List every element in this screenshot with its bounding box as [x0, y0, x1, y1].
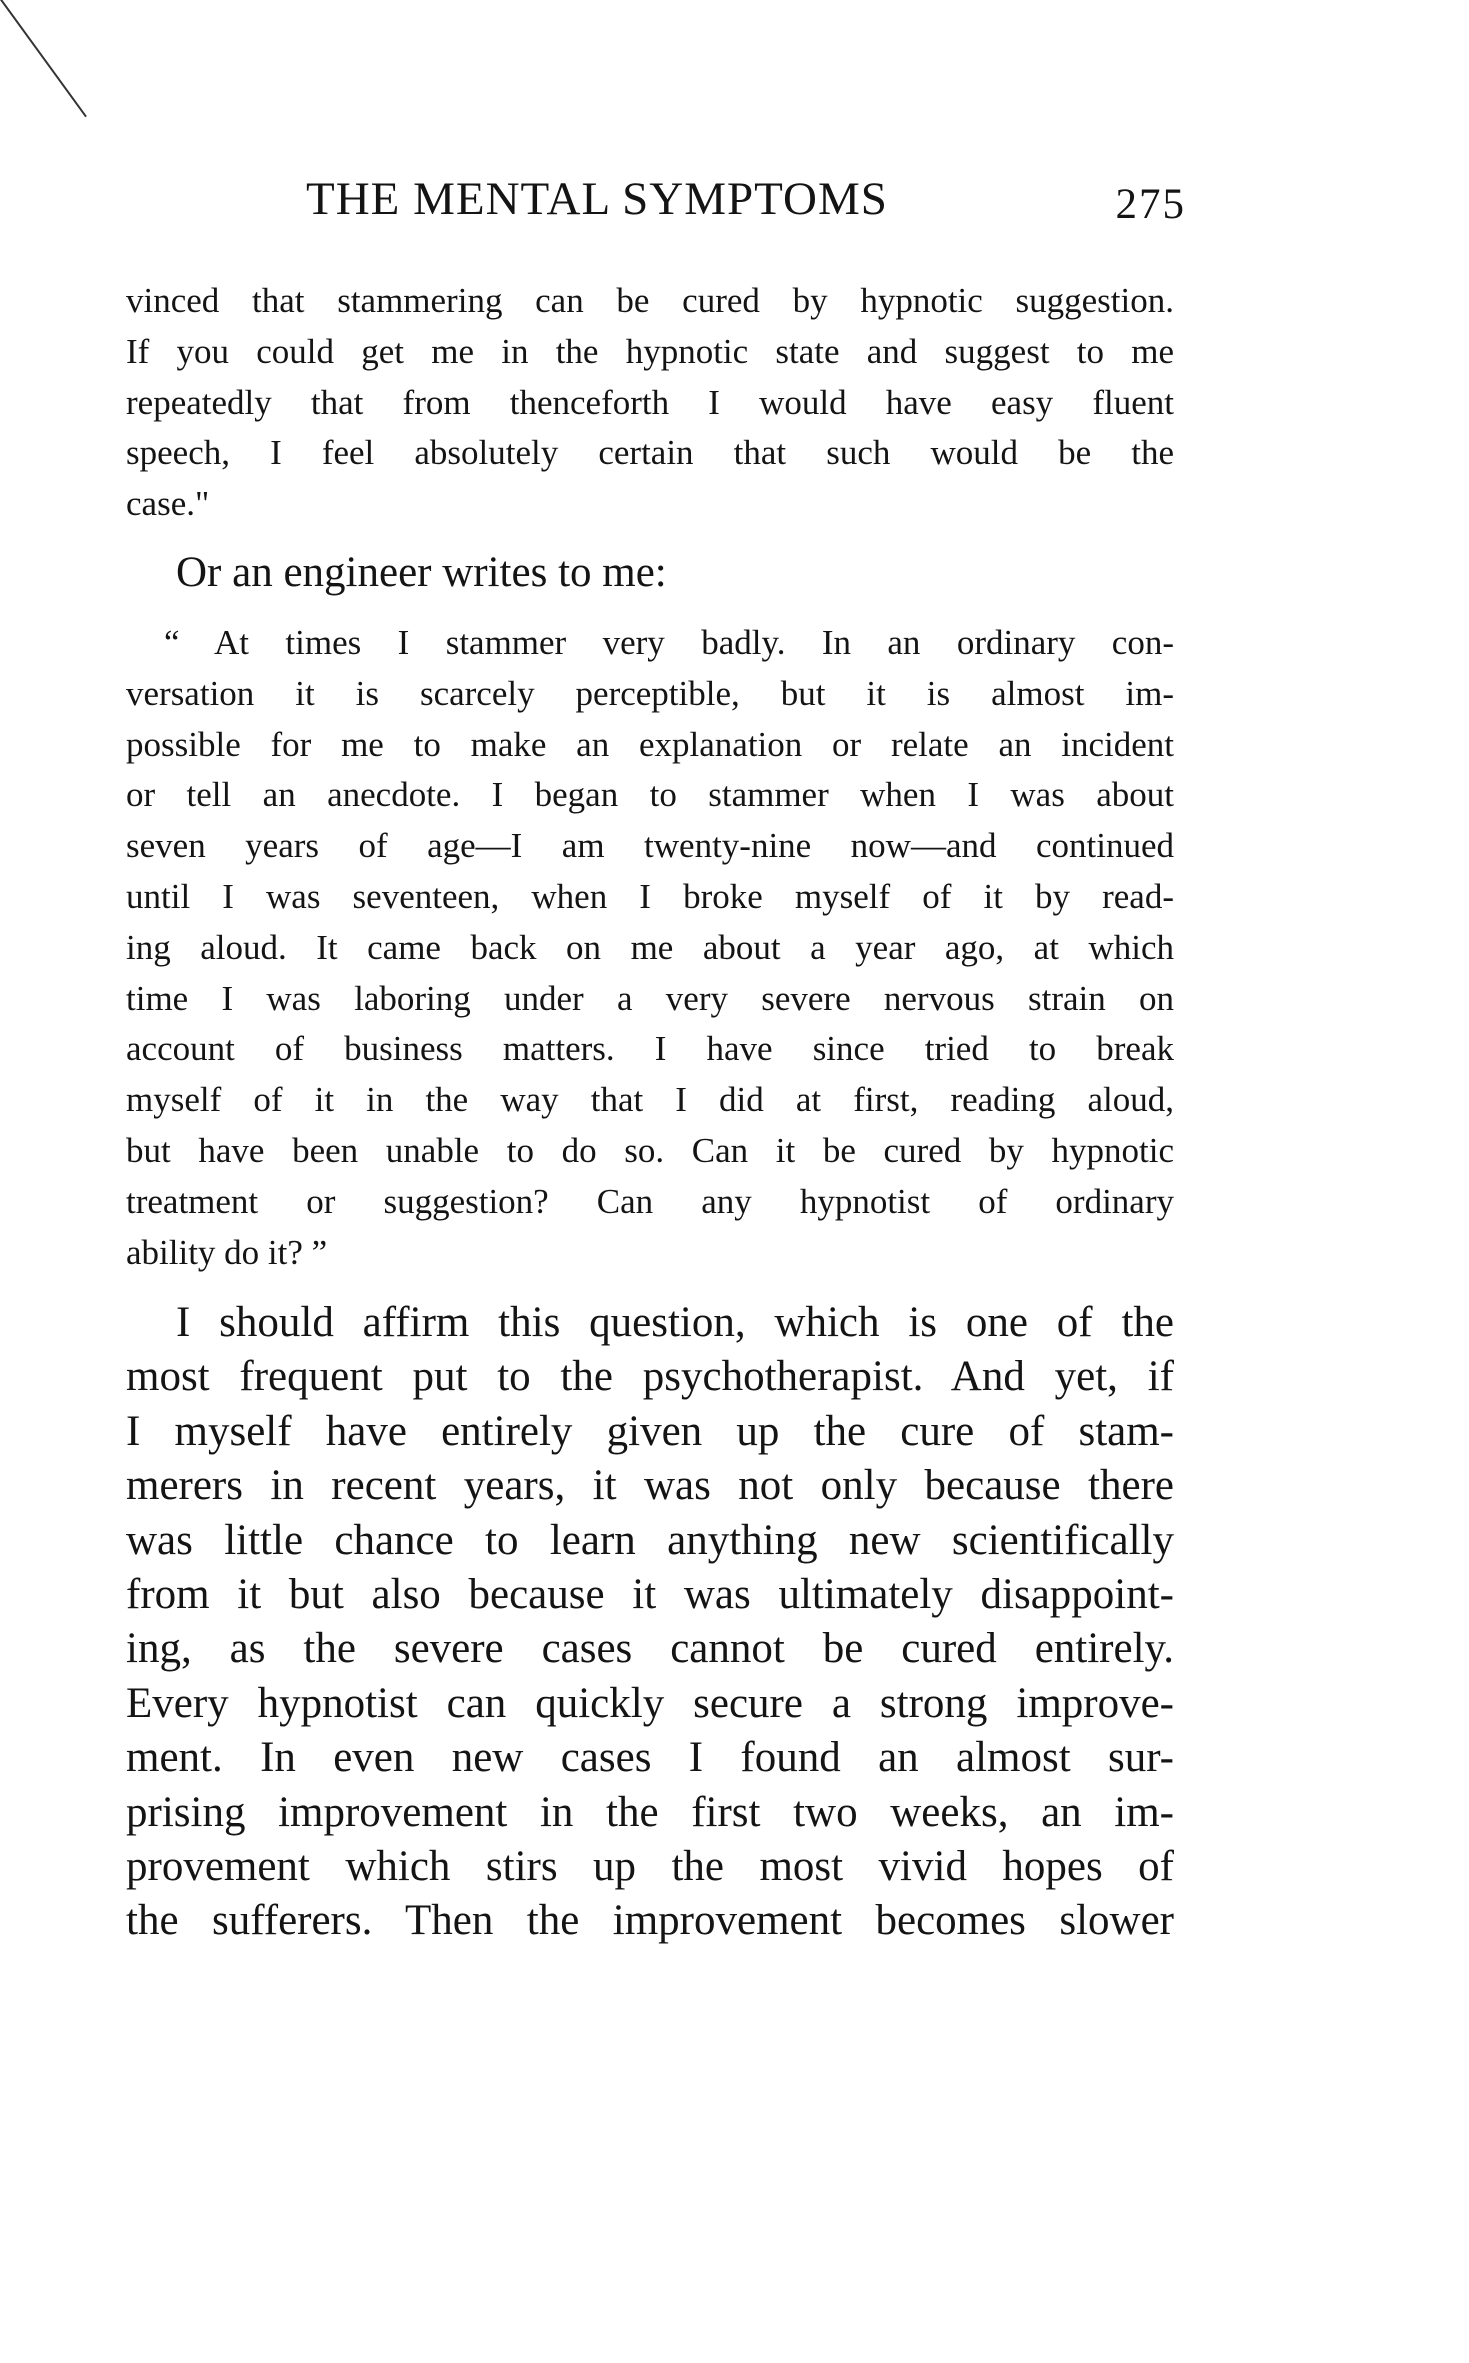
- text-line: ing, as the severe cases cannot be cured entirely.: [126, 1625, 1174, 1673]
- text-line: I should affirm this question, which is one of the: [176, 1299, 1174, 1346]
- scan-corner-mark: [0, 0, 87, 117]
- text-line: most frequent put to the psychotherapist. And yet, if: [126, 1353, 1174, 1401]
- text-line: possible for me to make an explanation or relate an incident: [126, 724, 1174, 764]
- text-line: account of business matters. I have since tried to break: [126, 1029, 1174, 1069]
- page-number: 275: [1115, 181, 1186, 228]
- text-line: seven years of age—I am twenty-nine now—and continued: [126, 826, 1174, 866]
- text-line: was little chance to learn anything new scientifically: [126, 1516, 1174, 1564]
- text-line: until I was seventeen, when I broke myself of it by read-: [126, 876, 1174, 916]
- text-line: speech, I feel absolutely certain that such would be the: [126, 433, 1174, 473]
- text-line: “ At times I stammer very badly. In an ordinary con-: [164, 623, 1174, 662]
- text-line: If you could get me in the hypnotic state and suggest to me: [126, 331, 1174, 371]
- text-line: ing aloud. It came back on me about a year ago, at which: [126, 927, 1174, 967]
- text-line: repeatedly that from thenceforth I would have easy fluent: [126, 382, 1174, 422]
- text-line: or tell an anecdote. I began to stammer when I was about: [126, 775, 1174, 815]
- text-line: from it but also because it was ultimately disappoint-: [126, 1571, 1174, 1619]
- text-line: ment. In even new cases I found an almost sur-: [126, 1734, 1174, 1782]
- text-line: treatment or suggestion? Can any hypnotist of ordinary: [126, 1181, 1174, 1221]
- text-line: I myself have entirely given up the cure of stam-: [126, 1407, 1174, 1455]
- text-line: merers in recent years, it was not only because there: [126, 1462, 1174, 1510]
- text-line: ability do it? ”: [126, 1232, 328, 1272]
- page-header: [306, 172, 1186, 228]
- text-line: Or an engineer writes to me:: [176, 549, 667, 596]
- text-line: provement which stirs up the most vivid hopes of: [126, 1843, 1174, 1891]
- engineer-letter-paragraph: [126, 618, 1174, 1278]
- text-line: vinced that stammering can be cured by hypnotic suggestion.: [126, 281, 1174, 320]
- running-head: THE MENTAL SYMPTOMS: [306, 173, 888, 225]
- text-line: case.": [126, 484, 210, 524]
- text-line: prising improvement in the first two weeks, an im-: [126, 1788, 1174, 1836]
- text-line: versation it is scarcely perceptible, but it is almost im-: [126, 673, 1174, 713]
- text-line: myself of it in the way that I did at first, reading aloud,: [126, 1080, 1174, 1120]
- text-line: the sufferers. Then the improvement becomes slower: [126, 1897, 1174, 1945]
- text-line: Every hypnotist can quickly secure a strong improve-: [126, 1679, 1174, 1727]
- author-response-paragraph: [126, 1296, 1174, 1949]
- text-line: time I was laboring under a very severe nervous strain on: [126, 978, 1174, 1018]
- engineer-intro-paragraph: [126, 546, 1174, 600]
- quote-continuation-paragraph: [126, 276, 1174, 530]
- text-line: but have been unable to do so. Can it be cured by hypnotic: [126, 1130, 1174, 1170]
